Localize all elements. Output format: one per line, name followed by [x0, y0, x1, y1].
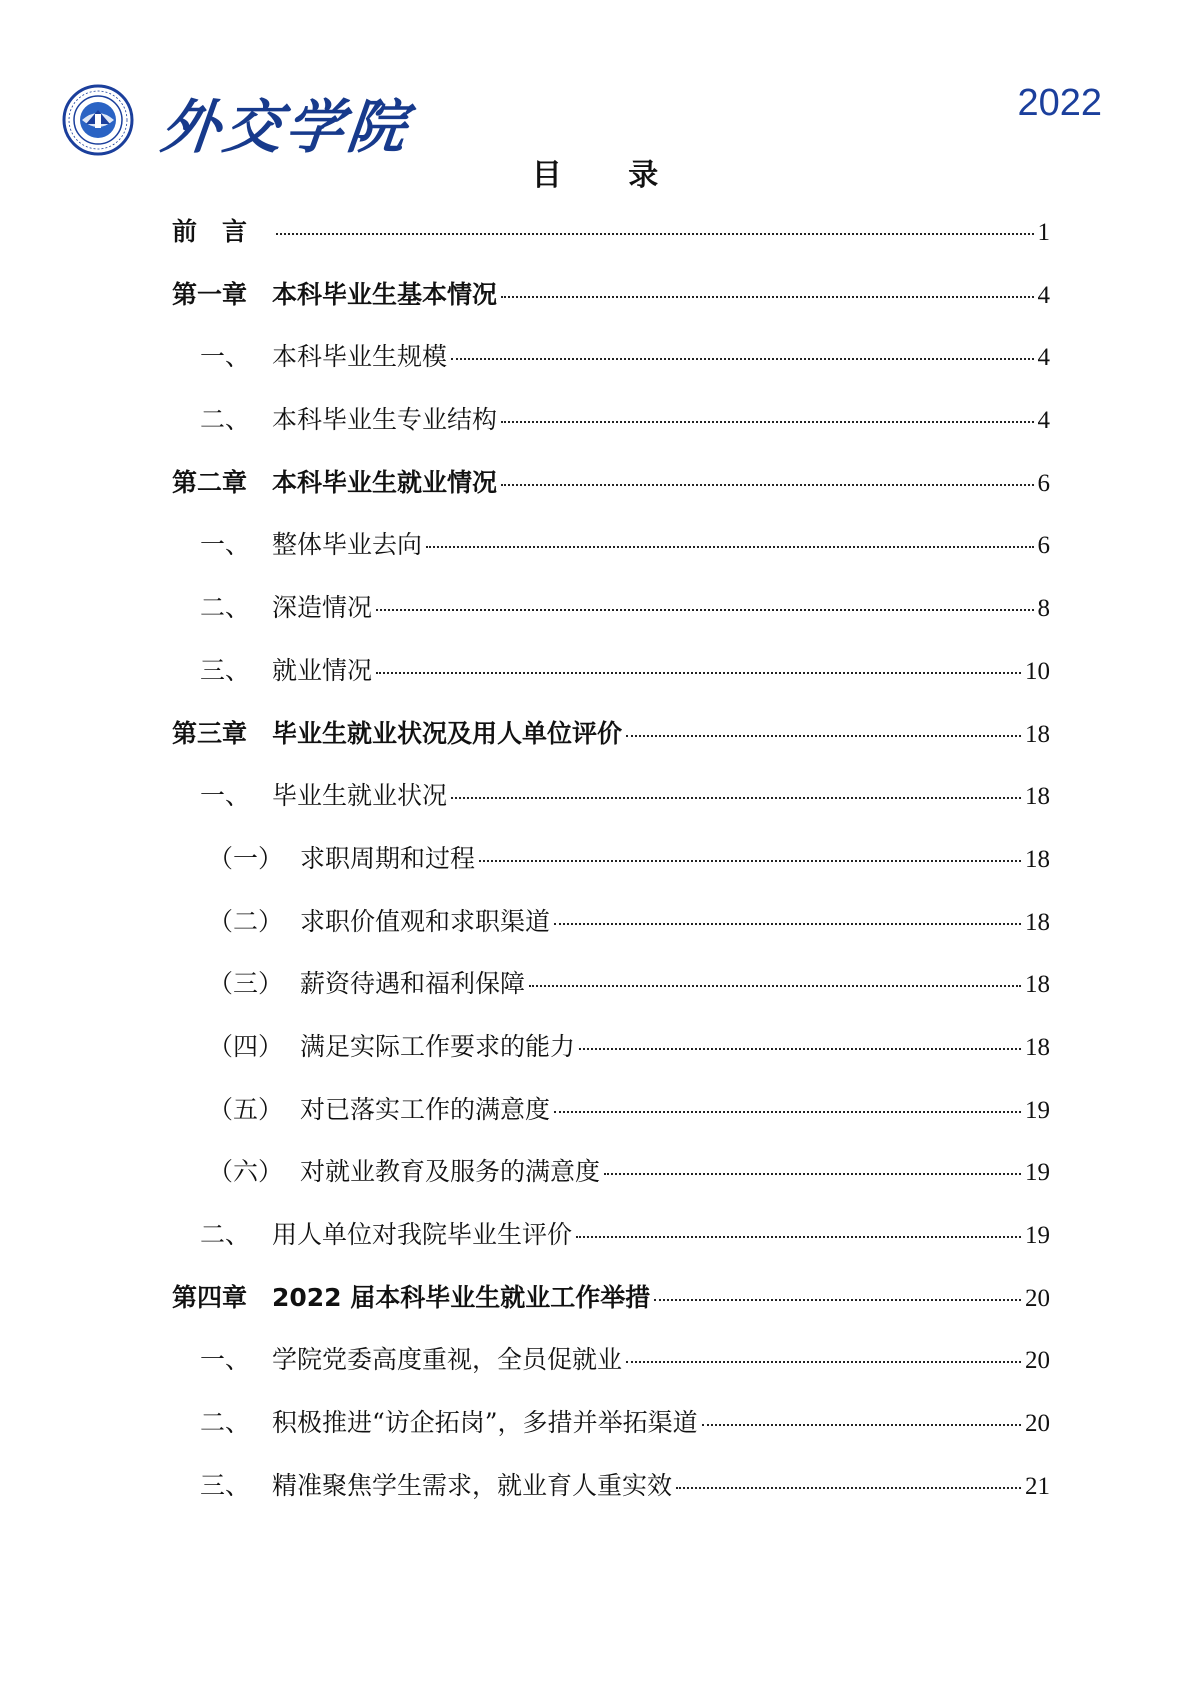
toc-entry-number: （五）: [208, 1094, 284, 1124]
dot-leader: [579, 1048, 1021, 1050]
toc-entry-label: 求职价值观和求职渠道: [300, 906, 551, 936]
toc-entry-section[interactable]: [172, 651, 1050, 714]
toc-entry-chapter[interactable]: [172, 275, 1050, 338]
toc-entry-label: 本科毕业生基本情况: [272, 279, 498, 309]
toc-entry-page-number: 8: [1037, 595, 1050, 623]
toc-entry-number: 第三章: [172, 718, 248, 748]
toc-entry-section[interactable]: [172, 588, 1050, 651]
university-seal-logo: [62, 84, 134, 156]
toc-entry-number: 一、: [200, 342, 251, 372]
toc-entry-number: （一）: [208, 843, 284, 873]
dot-leader: [451, 797, 1021, 799]
toc-entry-page-number: 18: [1025, 845, 1050, 873]
toc-entry-page-number: 4: [1037, 407, 1050, 435]
toc-entry-label: 学院党委高度重视，全员促就业: [272, 1345, 623, 1375]
toc-entry-label: 整体毕业去向: [272, 530, 423, 560]
toc-entry-page-number: 18: [1025, 783, 1050, 811]
toc-entry-label: 本科毕业生专业结构: [272, 405, 498, 435]
toc-entry-label: 就业情况: [272, 655, 373, 685]
dot-leader: [676, 1487, 1021, 1489]
toc-entry-number: 三、: [200, 1470, 251, 1500]
toc-entry-number: 二、: [200, 405, 251, 435]
dot-leader: [501, 296, 1033, 298]
toc-entry-label: 对就业教育及服务的满意度: [300, 1157, 601, 1187]
toc-title: 目 录: [531, 158, 687, 193]
toc-entry-page-number: 19: [1025, 1096, 1050, 1124]
toc-entry-label: 薪资待遇和福利保障: [300, 969, 526, 999]
toc-entry-page-number: 4: [1037, 281, 1050, 309]
dot-leader: [276, 233, 1034, 235]
toc-entry-page-number: 20: [1025, 1410, 1050, 1438]
toc-entry-number: 一、: [200, 530, 251, 560]
toc-entry-chapter[interactable]: [172, 714, 1050, 777]
dot-leader: [426, 546, 1033, 548]
toc-entry-page-number: 18: [1025, 1033, 1050, 1061]
toc-entry-page-number: 21: [1025, 1472, 1050, 1500]
dot-leader: [626, 735, 1021, 737]
dot-leader: [626, 1361, 1021, 1363]
toc-entry-section[interactable]: [172, 1403, 1050, 1466]
table-of-contents: [172, 212, 1050, 1528]
toc-entry-number: 三、: [200, 655, 251, 685]
toc-entry-section[interactable]: [172, 337, 1050, 400]
toc-entry-number: 二、: [200, 1408, 251, 1438]
dot-leader: [576, 1236, 1021, 1238]
toc-entry-page-number: 19: [1025, 1159, 1050, 1187]
toc-entry-section[interactable]: [172, 400, 1050, 463]
toc-entry-number: 第二章: [172, 467, 248, 497]
toc-entry-number: 前 言: [172, 217, 248, 246]
toc-entry-subsection[interactable]: [172, 1152, 1050, 1215]
toc-entry-subsection[interactable]: [172, 964, 1050, 1027]
toc-entry-label: 毕业生就业状况及用人单位评价: [272, 718, 623, 748]
toc-entry-label: 对已落实工作的满意度: [300, 1094, 551, 1124]
toc-entry-section[interactable]: [172, 1466, 1050, 1529]
toc-entry-number: 第一章: [172, 279, 248, 309]
dot-leader: [376, 672, 1021, 674]
toc-entry-page-number: 20: [1025, 1284, 1050, 1312]
toc-entry-chapter[interactable]: [172, 212, 1050, 275]
dot-leader: [451, 358, 1033, 360]
toc-entry-label: 用人单位对我院毕业生评价: [272, 1220, 573, 1249]
toc-entry-number: 第四章: [172, 1282, 248, 1312]
toc-entry-number: 一、: [200, 781, 251, 811]
toc-entry-subsection[interactable]: [172, 1090, 1050, 1153]
university-brand-name: 外交学院: [157, 93, 414, 161]
toc-entry-page-number: 19: [1025, 1222, 1050, 1249]
toc-entry-page-number: 1: [1037, 219, 1050, 246]
report-year: 2022: [1017, 82, 1102, 124]
toc-entry-page-number: 18: [1025, 971, 1050, 999]
toc-entry-page-number: 18: [1025, 908, 1050, 936]
dot-leader: [501, 421, 1033, 423]
toc-entry-page-number: 20: [1025, 1347, 1050, 1375]
toc-entry-number: （六）: [208, 1157, 284, 1187]
toc-entry-section[interactable]: [172, 525, 1050, 588]
toc-entry-subsection[interactable]: [172, 839, 1050, 902]
toc-entry-label: 毕业生就业状况: [272, 781, 448, 811]
toc-entry-page-number: 4: [1037, 344, 1050, 372]
toc-entry-number: 二、: [200, 1220, 251, 1249]
toc-entry-number: （三）: [208, 969, 284, 999]
toc-entry-label: 满足实际工作要求的能力: [300, 1031, 576, 1061]
toc-entry-number: （四）: [208, 1031, 284, 1061]
dot-leader: [654, 1299, 1021, 1301]
toc-entry-label: 本科毕业生规模: [272, 342, 448, 372]
toc-entry-page-number: 18: [1025, 720, 1050, 748]
toc-entry-section[interactable]: [172, 1340, 1050, 1403]
dot-leader: [554, 1111, 1021, 1113]
toc-entry-label: 本科毕业生就业情况: [272, 467, 498, 497]
page-header: [62, 78, 1102, 161]
toc-entry-chapter[interactable]: [172, 1278, 1050, 1341]
toc-entry-label: 积极推进“访企拓岗”，多措并举拓渠道: [272, 1408, 698, 1438]
dot-leader: [479, 860, 1021, 862]
toc-entry-label: 精准聚焦学生需求，就业育人重实效: [272, 1470, 673, 1500]
toc-entry-subsection[interactable]: [172, 1027, 1050, 1090]
toc-entry-section[interactable]: [172, 1215, 1050, 1278]
toc-entry-section[interactable]: [172, 776, 1050, 839]
toc-entry-number: 一、: [200, 1345, 251, 1375]
dot-leader: [604, 1173, 1021, 1175]
dot-leader: [702, 1424, 1021, 1426]
dot-leader: [529, 985, 1021, 987]
toc-entry-label: 2022 届本科毕业生就业工作举措: [272, 1282, 651, 1312]
toc-entry-label: 深造情况: [272, 593, 373, 623]
toc-entry-page-number: 10: [1025, 657, 1050, 685]
toc-entry-number: 二、: [200, 593, 251, 623]
toc-entry-page-number: 6: [1037, 469, 1050, 497]
toc-entry-chapter[interactable]: [172, 463, 1050, 526]
dot-leader: [554, 923, 1021, 925]
toc-entry-page-number: 6: [1037, 532, 1050, 560]
dot-leader: [501, 484, 1033, 486]
toc-entry-number: （二）: [208, 906, 284, 936]
dot-leader: [376, 609, 1033, 611]
toc-entry-subsection[interactable]: [172, 902, 1050, 965]
toc-entry-label: 求职周期和过程: [300, 843, 476, 873]
